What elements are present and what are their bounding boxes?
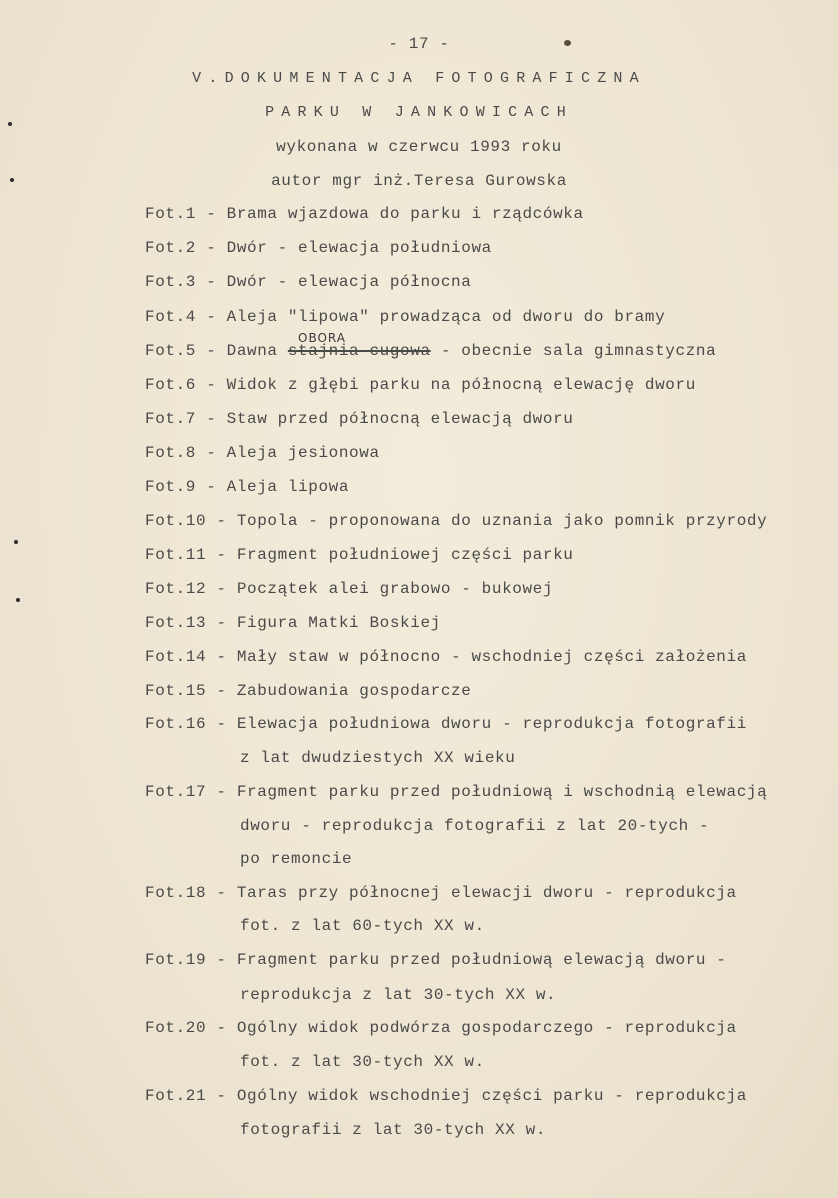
handwritten-correction: OBORA <box>298 331 346 345</box>
list-item: Fot.1 - Brama wjazdowa do parku i rządcówka <box>145 205 584 223</box>
list-item: Fot.9 - Aleja lipowa <box>145 478 350 496</box>
list-item: Fot.10 - Topola - proponowana do uznania jako pomnik przyrody <box>145 512 768 530</box>
list-item: Fot.17 - Fragment parku przed południową i wschodnią elewacją <box>145 783 768 801</box>
list-item: Fot.4 - Aleja "lipowa" prowadząca od dworu do bramy <box>145 308 666 326</box>
list-item-continuation: fotografii z lat 30-tych XX w. <box>240 1121 547 1139</box>
list-item: Fot.7 - Staw przed północną elewacją dworu <box>145 410 574 428</box>
list-item: Fot.14 - Mały staw w północno - wschodniej części założenia <box>145 648 747 666</box>
list-item: Fot.6 - Widok z głębi parku na północną elewację dworu <box>145 376 696 394</box>
list-item-continuation: dworu - reprodukcja fotografii z lat 20-tych - <box>240 817 710 835</box>
list-item: Fot.5 - Dawna stajnia cugowa - obecnie sala gimnastyczna <box>145 342 717 360</box>
heading-author: autor mgr inż.Teresa Gurowska <box>271 172 567 190</box>
ink-spot <box>564 40 571 46</box>
heading-date: wykonana w czerwcu 1993 roku <box>276 138 562 156</box>
punch-mark <box>14 540 18 544</box>
list-item-continuation: fot. z lat 30-tych XX w. <box>240 1053 485 1071</box>
punch-mark <box>8 122 12 126</box>
page-number: - 17 - <box>388 35 450 53</box>
list-item: Fot.3 - Dwór - elewacja północna <box>145 273 472 291</box>
list-item-continuation: fot. z lat 60-tych XX w. <box>240 917 485 935</box>
punch-mark <box>16 598 20 602</box>
list-item: Fot.11 - Fragment południowej części parku <box>145 546 574 564</box>
list-item: Fot.12 - Początek alei grabowo - bukowej <box>145 580 554 598</box>
list-item-continuation: reprodukcja z lat 30-tych XX w. <box>240 986 557 1004</box>
struck-text: stajnia cugowa <box>287 342 431 360</box>
list-item: Fot.18 - Taras przy północnej elewacji dworu - reprodukcja <box>145 884 737 902</box>
list-item: Fot.19 - Fragment parku przed południową elewacją dworu - <box>145 951 727 969</box>
list-item: Fot.8 - Aleja jesionowa <box>145 444 380 462</box>
heading-subtitle: PARKU W JANKOWICACH <box>265 104 573 121</box>
punch-mark <box>10 178 14 182</box>
list-item: Fot.2 - Dwór - elewacja południowa <box>145 239 492 257</box>
list-item: Fot.15 - Zabudowania gospodarcze <box>145 682 472 700</box>
list-item: Fot.16 - Elewacja południowa dworu - reprodukcja fotografii <box>145 715 747 733</box>
list-item-continuation: po remoncie <box>240 850 353 868</box>
list-item: Fot.21 - Ogólny widok wschodniej części parku - reprodukcja <box>145 1087 747 1105</box>
list-item: Fot.20 - Ogólny widok podwórza gospodarczego - reprodukcja <box>145 1019 737 1037</box>
list-item: Fot.13 - Figura Matki Boskiej <box>145 614 441 632</box>
heading-title: V.DOKUMENTACJA FOTOGRAFICZNA <box>192 70 646 87</box>
list-item-continuation: z lat dwudziestych XX wieku <box>240 749 516 767</box>
